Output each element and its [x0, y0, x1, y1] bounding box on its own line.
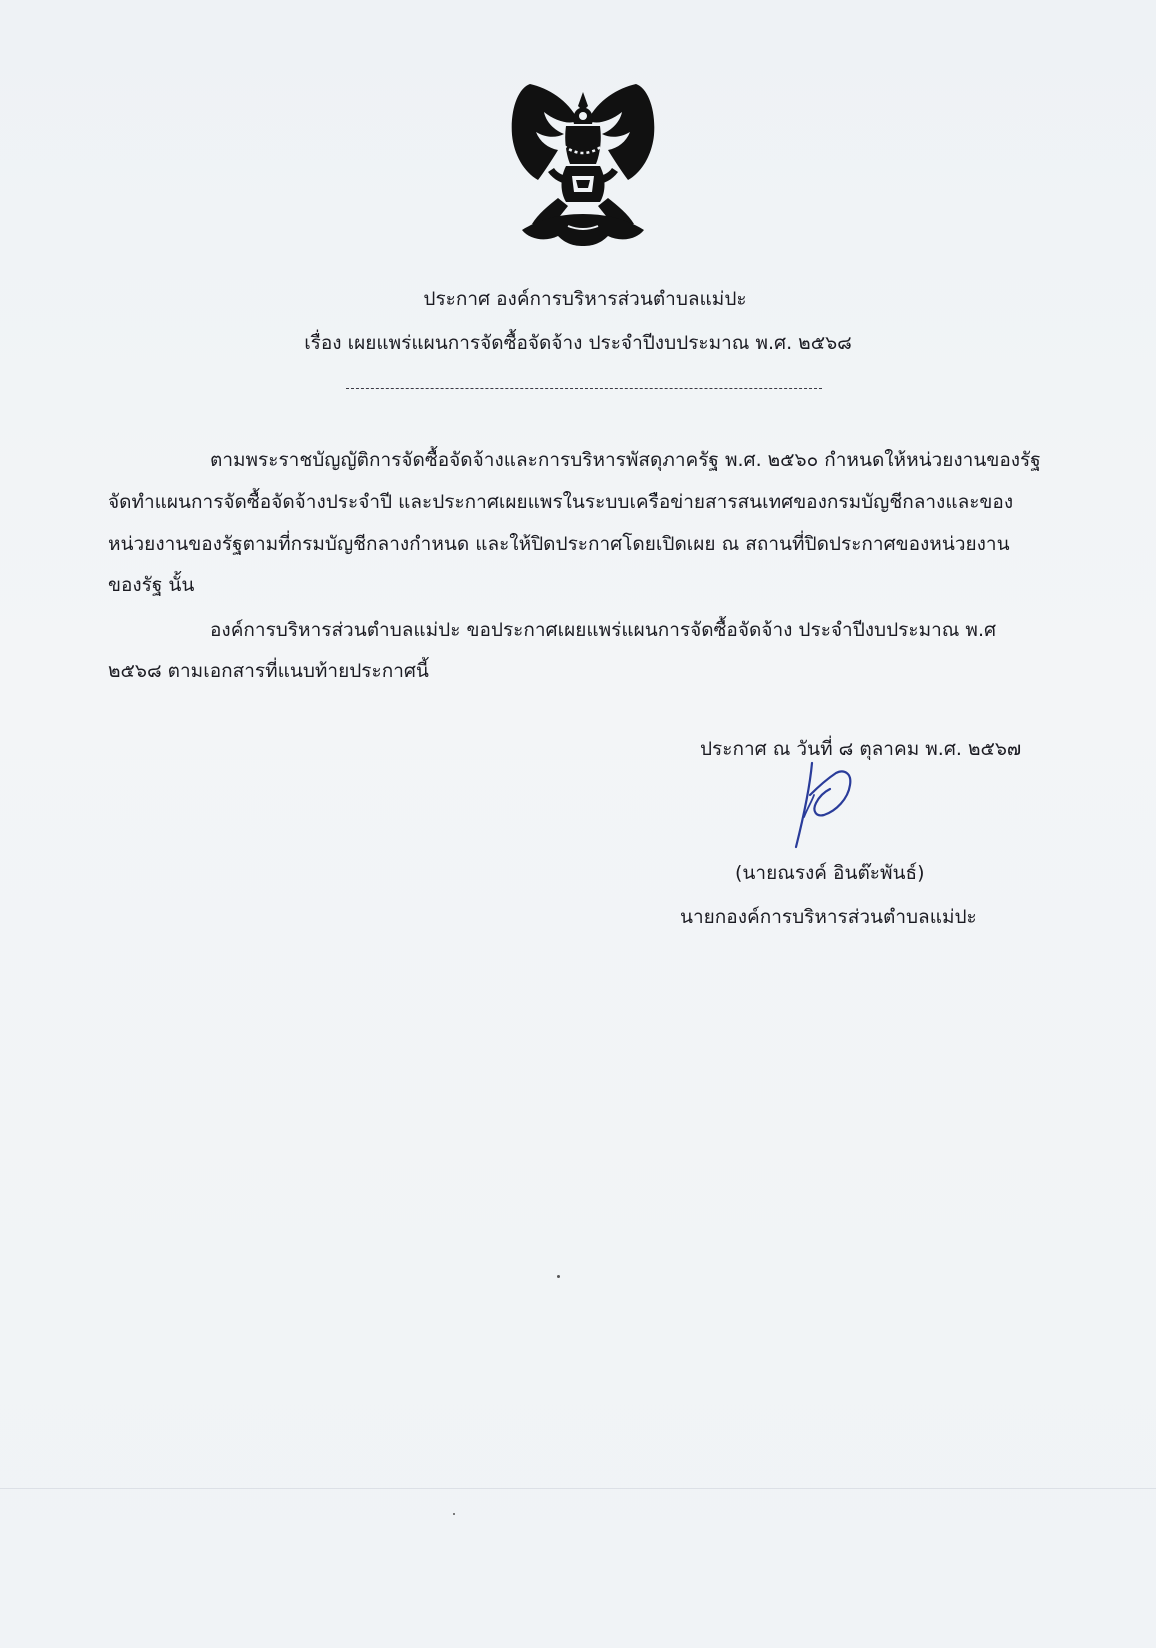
- paragraph1-line: จัดทำแผนการจัดซื้อจัดจ้างประจำปี และประกาศเผยแพรในระบบเครือข่ายสารสนเทศของกรมบัญชีกลางและของ: [108, 491, 1014, 513]
- paper-speck: [453, 1513, 455, 1515]
- paragraph1-line: ตามพระราชบัญญัติการจัดซื้อจัดจ้างและการบริหารพัสดุภาครัฐ พ.ศ. ๒๕๖๐ กำหนดให้หน่วยงานของรัฐ: [210, 449, 1041, 471]
- announcement-subject: เรื่อง เผยแพร่แผนการจัดซื้อจัดจ้าง ประจำปีงบประมาณ พ.ศ. ๒๕๖๘: [304, 332, 852, 354]
- paper-fold-line: [0, 1488, 1156, 1489]
- paragraph1-line: ของรัฐ นั้น: [108, 574, 195, 596]
- paragraph1-line: หน่วยงานของรัฐตามที่กรมบัญชีกลางกำหนด และให้ปิดประกาศโดยเปิดเผย ณ สถานที่ปิดประกาศของหน่วยงาน: [108, 533, 1010, 555]
- dashed-divider: [346, 388, 822, 389]
- paragraph2-line: ๒๕๖๘ ตามเอกสารที่แนบท้ายประกาศนี้: [108, 660, 429, 682]
- announcement-date: ประกาศ ณ วันที่ ๘ ตุลาคม พ.ศ. ๒๕๖๗: [700, 738, 1022, 760]
- paper-speck: [557, 1275, 560, 1278]
- paragraph2-line: องค์การบริหารส่วนตำบลแม่ปะ ขอประกาศเผยแพร่แผนการจัดซื้อจัดจ้าง ประจำปีงบประมาณ พ.ศ: [210, 619, 997, 641]
- announcement-title: ประกาศ องค์การบริหารส่วนตำบลแม่ปะ: [423, 288, 747, 310]
- garuda-emblem-icon: [508, 80, 658, 250]
- handwritten-signature: [790, 755, 870, 855]
- signer-name: (นายณรงค์ อินต๊ะพันธ์): [735, 862, 925, 884]
- signer-title: นายกองค์การบริหารส่วนตำบลแม่ปะ: [680, 906, 977, 928]
